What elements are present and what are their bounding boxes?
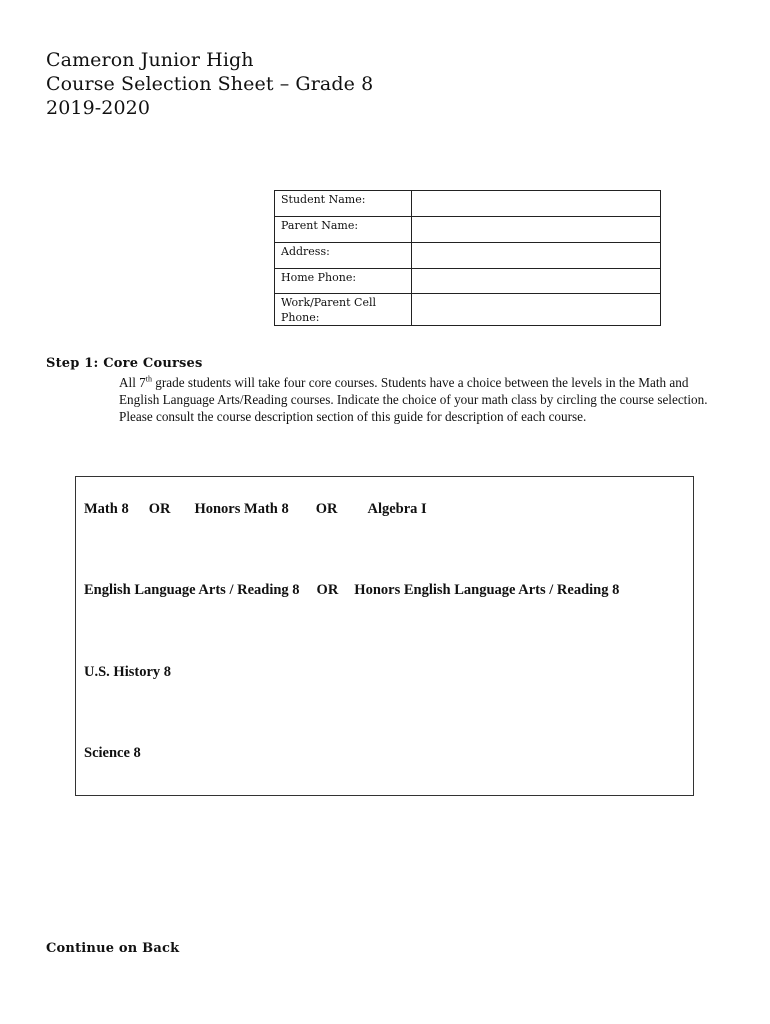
core-course-box [75, 476, 694, 796]
step1-heading: Step 1: Core Courses [46, 356, 203, 371]
table-row [275, 269, 661, 294]
instructions-text-rest: grade students will take four core courses. Students have a choice between the levels in the Math and English Language Arts/Reading courses. Indicate the choice of your math class by circling the course selection. Please consult the course description section of this guide for description of each course. [119, 375, 708, 424]
document-header [46, 48, 373, 120]
algebra-1-option[interactable]: Algebra I [367, 501, 427, 517]
student-name-label: Student Name: [275, 191, 412, 217]
ela-course-row [84, 582, 619, 599]
document-title: Course Selection Sheet – Grade 8 [46, 73, 374, 95]
table-row [275, 217, 661, 243]
or-separator: OR [316, 582, 339, 598]
math-8-option[interactable]: Math 8 [84, 501, 129, 517]
cell-phone-field[interactable] [412, 294, 661, 326]
ela-reading-8-option[interactable]: English Language Arts / Reading 8 [84, 582, 300, 598]
table-row [275, 243, 661, 269]
student-info-table [274, 190, 661, 326]
or-separator: OR [315, 501, 338, 517]
or-separator: OR [148, 501, 171, 517]
instructions-text-start: All 7 [119, 375, 146, 390]
table-row [275, 294, 661, 326]
cell-phone-label: Work/Parent Cell Phone: [275, 294, 412, 326]
step1-instructions [119, 374, 729, 425]
parent-name-field[interactable] [412, 217, 661, 243]
us-history-8-course: U.S. History 8 [84, 664, 171, 680]
table-row [275, 191, 661, 217]
honors-math-8-option[interactable]: Honors Math 8 [194, 501, 289, 517]
continue-on-back-note: Continue on Back [46, 941, 180, 956]
address-label: Address: [275, 243, 412, 269]
superscript-th: th [145, 374, 152, 384]
home-phone-label: Home Phone: [275, 269, 412, 294]
home-phone-field[interactable] [412, 269, 661, 294]
school-year: 2019-2020 [46, 97, 151, 119]
student-name-field[interactable] [412, 191, 661, 217]
address-field[interactable] [412, 243, 661, 269]
science-8-course: Science 8 [84, 745, 141, 761]
school-name: Cameron Junior High [46, 49, 254, 71]
math-course-row [84, 501, 427, 518]
honors-ela-reading-8-option[interactable]: Honors English Language Arts / Reading 8 [354, 582, 620, 598]
parent-name-label: Parent Name: [275, 217, 412, 243]
